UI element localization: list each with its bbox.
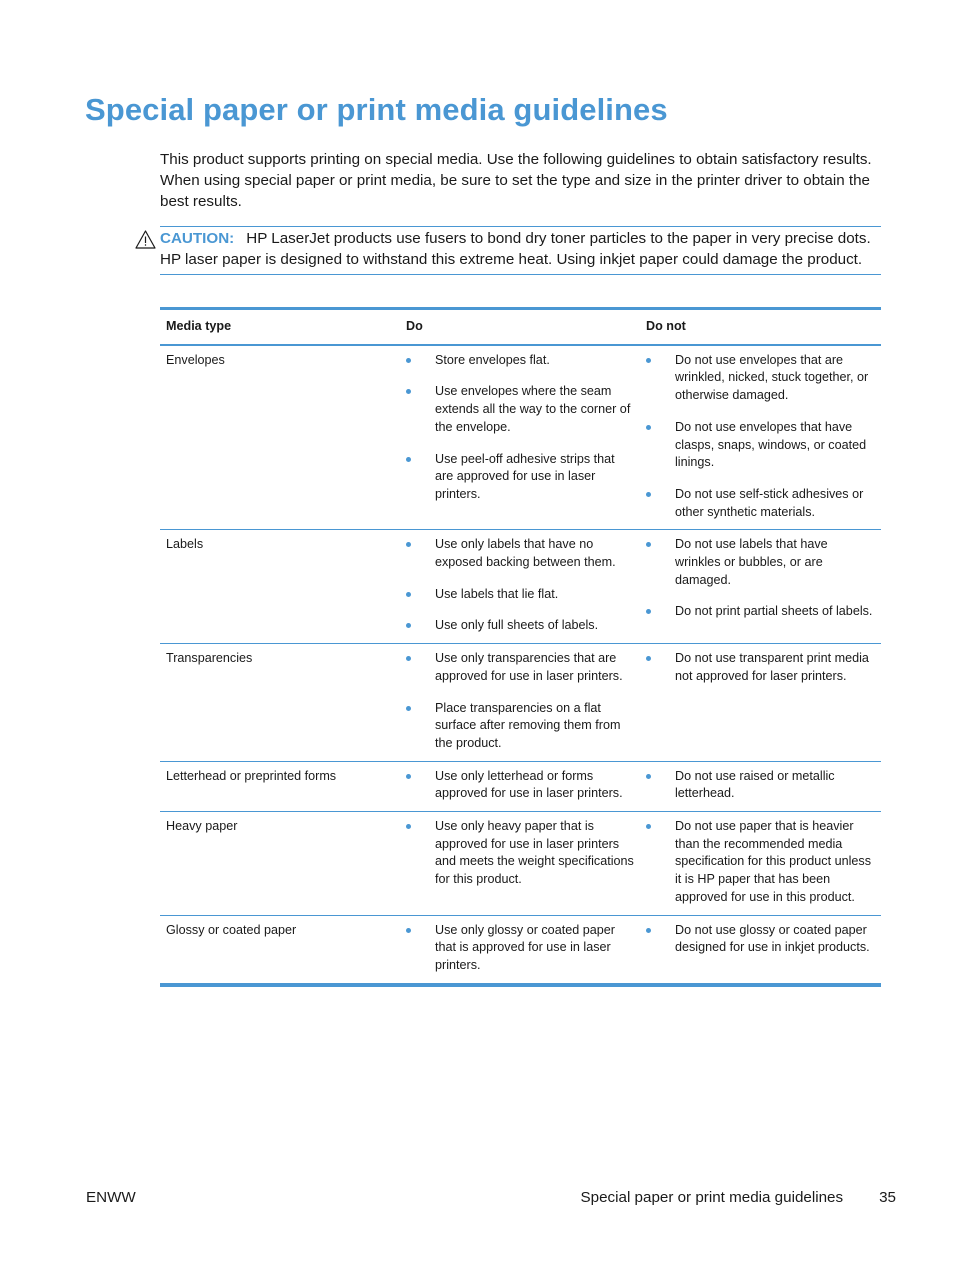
header-do: Do [400,309,640,345]
list-item: Use labels that lie flat. [406,586,634,604]
list-item: Use only transparencies that are approved for use in laser printers. [406,650,634,685]
do-not-list [646,818,875,907]
do-list [406,922,634,975]
list-item: Do not use self-stick adhesives or other synthetic materials. [646,486,875,521]
do-list [406,818,634,889]
list-item: Store envelopes flat. [406,352,634,370]
do-not-cell [640,530,881,644]
list-item: Do not use envelopes that are wrinkled, nicked, stuck together, or otherwise damaged. [646,352,875,405]
warning-triangle-icon [135,230,156,249]
list-item: Do not use glossy or coated paper designed for use in inkjet products. [646,922,875,957]
list-item: Do not use paper that is heavier than the recommended media specification for this product unless it is HP paper that has been approved for use in this product. [646,818,875,907]
do-cell [400,644,640,762]
caution-label: CAUTION: [160,230,235,247]
do-not-list [646,650,875,685]
table-row [160,644,881,762]
do-not-cell [640,761,881,811]
do-cell [400,530,640,644]
media-type-cell: Envelopes [166,352,225,367]
media-type-cell: Labels [160,530,400,644]
table-row [160,812,881,916]
header-do-not: Do not [640,309,881,345]
list-item: Do not use envelopes that have clasps, snaps, windows, or coated linings. [646,419,875,472]
table-row [160,915,881,985]
do-list [406,650,634,753]
list-item: Place transparencies on a flat surface after removing them from the product. [406,700,634,753]
caution-note [160,226,881,275]
table-row [160,345,881,530]
do-not-cell [640,345,881,530]
do-not-list [646,352,875,522]
list-item: Use envelopes where the seam extends all the way to the corner of the envelope. [406,383,634,436]
do-cell [400,345,640,530]
do-not-list [646,536,875,621]
list-item: Use only heavy paper that is approved for use in laser printers and meets the weight specifications for this product. [406,818,634,889]
intro-paragraph: This product supports printing on special media. Use the following guidelines to obtain satisfactory results. When using special paper or print media, be sure to set the type and size in the printer driver to obtain the best results. [160,151,872,210]
do-not-list [646,768,875,803]
list-item: Do not use labels that have wrinkles or bubbles, or are damaged. [646,536,875,589]
do-not-cell [640,812,881,916]
list-item: Use only full sheets of labels. [406,617,634,635]
do-cell [400,812,640,916]
media-type-cell: Heavy paper [160,812,400,916]
do-list [406,768,634,803]
table-row [160,530,881,644]
page-number: 35 [879,1189,896,1206]
page-title: Special paper or print media guidelines [85,92,668,127]
table-row [160,761,881,811]
media-type-cell: Glossy or coated paper [160,915,400,985]
do-list [406,352,634,504]
list-item: Do not use transparent print media not approved for laser printers. [646,650,875,685]
table-body [160,345,881,985]
caution-text: HP LaserJet products use fusers to bond dry toner particles to the paper in very precise dots. HP laser paper is designed to withstand this extreme heat. Using inkjet paper could damage the product. [160,230,871,268]
list-item: Do not print partial sheets of labels. [646,603,875,621]
list-item: Use only labels that have no exposed backing between them. [406,536,634,571]
media-type-cell: Transparencies [160,644,400,762]
footer-right [581,1189,896,1206]
do-not-list [646,922,875,957]
do-cell [400,761,640,811]
footer-doc-code: ENWW [86,1189,136,1206]
list-item: Do not use raised or metallic letterhead. [646,768,875,803]
list-item: Use only glossy or coated paper that is approved for use in laser printers. [406,922,634,975]
media-type-cell: Letterhead or preprinted forms [160,761,400,811]
list-item: Use peel-off adhesive strips that are approved for use in laser printers. [406,451,634,504]
do-not-cell [640,644,881,762]
do-list [406,536,634,635]
do-not-cell [640,915,881,985]
header-media-type: Media type [160,309,400,345]
media-guidelines-table [160,307,881,987]
table-header-row [160,309,881,345]
do-cell [400,915,640,985]
footer-section-title: Special paper or print media guidelines [580,1189,844,1206]
list-item: Use only letterhead or forms approved for use in laser printers. [406,768,634,803]
